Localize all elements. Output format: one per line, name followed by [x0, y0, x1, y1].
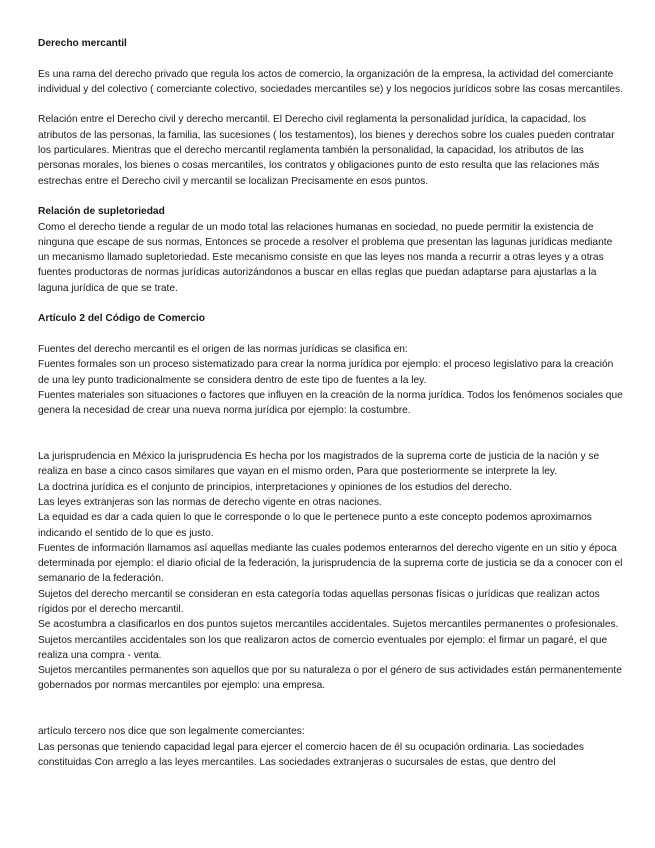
- supletoriedad-heading: Relación de supletoriedad: [38, 206, 165, 218]
- accidentales-paragraph: Sujetos mercantiles accidentales son los que realizaron actos de comercio eventuales por ejemplo: el firmar un pagaré, el que realiza una compra - venta.: [38, 634, 608, 661]
- relation-civil-paragraph: Relación entre el Derecho civil y derecho mercantil. El Derecho civil reglamenta la personalidad jurídica, la capacidad, los atributos de las personas, la familia, las sucesiones ( los testamentos), los bienes y derechos sobre los cuales pueden contratar los particulares. Mientras que el derecho mercantil reglamenta también la personalidad, la capacidad, los atributos de las personas morales, los bienes o cosas mercantiles, los contratos y obligaciones punto de esto resulta que las relaciones más estrechas entre el Derecho civil y mercantil se localizan Precisamente en esos puntos.: [38, 114, 615, 187]
- fuentes-intro: Fuentes del derecho mercantil es el origen de las normas jurídicas se clasifica en:: [38, 343, 408, 355]
- articulo2-heading: Artículo 2 del Código de Comercio: [38, 313, 205, 325]
- document-page: [38, 36, 623, 770]
- equidad-paragraph: La equidad es dar a cada quien lo que le corresponde o lo que le pertenece punto a este concepto podemos aproximarnos indicando el sentido de lo que es justo.: [38, 512, 592, 539]
- clasificacion-paragraph: Se acostumbra a clasificarlos en dos puntos sujetos mercantiles accidentales. Sujetos mercantiles permanentes o profesionales.: [38, 619, 619, 631]
- personas-paragraph: Las personas que teniendo capacidad legal para ejercer el comercio hacen de él su ocupación ordinaria. Las sociedades constituidas Con arreglo a las leyes mercantiles. Las sociedades extranjeras o sucursales de estas, que dentro del: [38, 741, 584, 768]
- fuentes-materiales: Fuentes materiales son situaciones o factores que influyen en la creación de la norma jurídica. Todos los fenómenos sociales que genera la necesidad de crear una nueva norma jurídica por ejemplo: la costumbre.: [38, 389, 623, 417]
- doctrina-paragraph: La doctrina jurídica es el conjunto de principios, interpretaciones y opiniones de los estudios del derecho.: [38, 481, 513, 493]
- document-title: Derecho mercantil: [38, 38, 127, 49]
- definition-paragraph: Es una rama del derecho privado que regula los actos de comercio, la organización de la empresa, la actividad del comerciante individual y del colectivo ( comerciante colectivo, sociedades mercantiles se) y los negocios jurídicos sobre las cosas mercantiles.: [38, 68, 623, 95]
- supletoriedad-paragraph: Como el derecho tiende a regular de un modo total las relaciones humanas en sociedad, no puede permitir la existencia de ninguna que escape de sus normas, Entonces se procede a resolver el problema que presentan las lagunas jurídicas mediante un mecanismo llamado supletoriedad. Este mecanismo consiste en que las leyes nos manda a recurrir a otras leyes y a otras fuentes productoras de normas jurídicas autorizándonos a buscar en ellas reglas que puedan adaptarse para ajustarlas a la laguna jurídica de que se trate.: [38, 221, 613, 294]
- leyes-extranjeras-paragraph: Las leyes extranjeras son las normas de derecho vigente en otras naciones.: [38, 496, 382, 508]
- sujetos-paragraph: Sujetos del derecho mercantil se consideran en esta categoría todas aquellas personas físicas o jurídicas que realizan actos rígidos por el derecho mercantil.: [38, 588, 600, 615]
- fuentes-formales: Fuentes formales son un proceso sistematizado para crear la norma jurídica por ejemplo: el proceso legislativo para la creación de una ley punto tradicionalmente se considera dentro de este tipo de fuentes a la ley.: [38, 359, 614, 386]
- articulo3-paragraph: artículo tercero nos dice que son legalmente comerciantes:: [38, 726, 305, 738]
- fuentes-informacion-paragraph: Fuentes de información llamamos así aquellas mediante las cuales podemos enterarnos del derecho vigente en un sitio y época determinada por ejemplo: el diario oficial de la federación, la jurisprudencia de la suprema corte de justicia se da a conocer con el semanario de la federación.: [38, 542, 623, 585]
- permanentes-paragraph: Sujetos mercantiles permanentes son aquellos que por su naturaleza o por el género de sus actividades están permanentemente gobernados por normas mercantiles por ejemplo: una empresa.: [38, 665, 622, 692]
- jurisprudencia-paragraph: La jurisprudencia en México la jurisprudencia Es hecha por los magistrados de la suprema corte de justicia de la nación y se realiza en base a cinco casos similares que vayan en el mismo orden, Para que posteriormente se interprete la ley.: [38, 451, 600, 478]
